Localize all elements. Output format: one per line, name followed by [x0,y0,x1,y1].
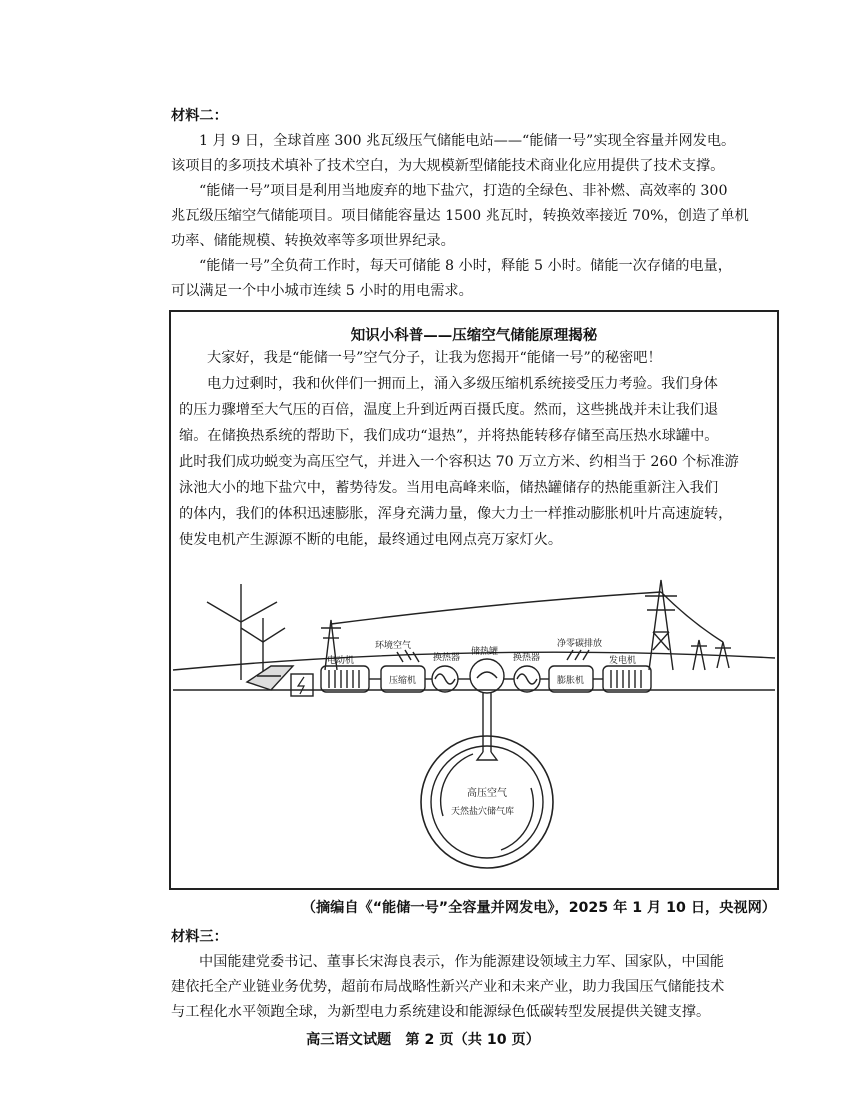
paragraph-line: 与工程化水平领跑全球，为新型电力系统建设和能源绿色低碳转型发展提供关键支撑。 [171,1004,711,1020]
box-line: 大家好，我是“能储一号”空气分子，让我为您揭开“能储一号”的秘密吧！ [207,350,662,366]
box-line: 使发电机产生源源不断的电能，最终通过电网点亮万家灯火。 [179,532,563,548]
paragraph-line: 该项目的多项技术填补了技术空白，为大规模新型储能技术商业化应用提供了技术支撑。 [171,158,725,174]
material3-heading: 材料三： [171,929,228,945]
label-net-zero-emission: 净零碳排放 [557,639,603,649]
science-box-title: 知识小科普——压缩空气储能原理揭秘 [350,328,598,344]
power-plug-icon [291,674,313,696]
paragraph-line: 兆瓦级压缩空气储能项目。项目储能容量达 1500 兆瓦时，转换效率接近 70%，创造了单机 [171,208,749,224]
paragraph-line: 中国能建党委书记、董事长宋海良表示，作为能源建设领域主力军、国家队，中国能 [199,954,724,970]
box-line: 的压力骤增至大气压的百倍，温度上升到近两百摄氏度。然而，这些挑战并未让我们退 [179,402,719,418]
box-line: 此时我们成功蜕变为高压空气，并进入一个容积达 70 万立方米、约相当于 260 个标准游 [179,454,739,470]
solar-panel-icon [247,666,293,690]
high-voltage-tower-icon [645,580,677,670]
box-line: 电力过剩时，我和伙伴们一拥而上，涌入多级压缩机系统接受压力考验。我们身体 [207,376,718,392]
label-salt-cavern: 天然盐穴储气库 [451,807,515,817]
paragraph-line: 可以满足一个中小城市连续 5 小时的用电需求。 [171,283,473,299]
caes-diagram [171,562,777,888]
box-line: 泳池大小的地下盐穴中，蓄势待发。当用电高峰来临，储热罐储存的热能重新注入我们 [179,480,719,496]
label-high-pressure-air: 高压空气 [467,788,507,799]
paragraph-line: 1 月 9 日，全球首座 300 兆瓦级压气储能电站——“能储一号”实现全容量并网发电。 [199,133,736,149]
box-line: 缩。在储换热系统的帮助下，我们成功“退热”，并将热能转移存储至高压热水球罐中。 [179,428,719,444]
science-box [169,310,779,890]
box-line: 的体内，我们的体积迅速膨胀，浑身充满力量，像大力士一样推动膨胀机叶片高速旋转， [179,506,733,522]
generator-box [603,666,651,692]
label-ambient-air: 环境空气 [375,641,412,651]
heat-storage-tank [470,659,504,693]
motor-box [321,666,369,692]
page-footer: 高三语文试题 第 2 页（共 10 页） [306,1032,540,1048]
label-compressor: 压缩机 [389,676,417,686]
label-motor: 电动机 [327,656,355,666]
label-heat-storage-tank: 储热罐 [471,647,499,657]
paragraph-line: “能储一号”全负荷工作时，每天可储能 8 小时，释能 5 小时。储能一次存储的电量， [199,258,732,274]
paragraph-line: 建依托全产业链业务优势，超前布局战略性新兴产业和未来产业，助力我国压气储能技术 [171,979,725,995]
paragraph-line: “能储一号”项目是利用当地废弃的地下盐穴，打造的全绿色、非补燃、高效率的 300 [199,183,728,199]
paragraph-line: 功率、储能规模、转换效率等多项世界纪录。 [171,233,455,249]
material2-heading: 材料二： [171,108,228,124]
label-expander: 膨胀机 [557,676,585,686]
source-citation: （摘编自《“能储一号”全容量并网发电》，2025 年 1 月 10 日，央视网） [301,900,776,916]
label-heat-exchanger-2: 换热器 [513,653,541,663]
label-generator: 发电机 [609,656,637,666]
label-heat-exchanger-1: 换热器 [433,653,461,663]
